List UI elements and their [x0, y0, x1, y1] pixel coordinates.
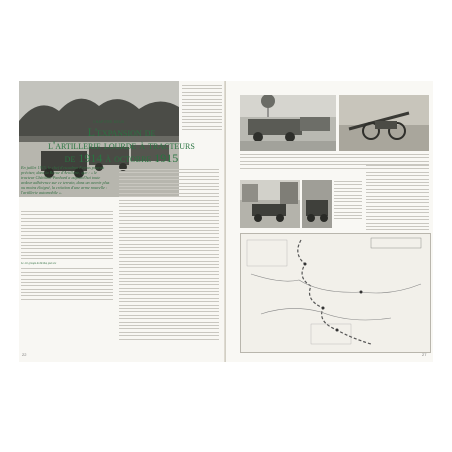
title-line-2: l'artillerie lourde à tracteurs	[48, 138, 195, 152]
intro-paragraph: En juillet 1915, le chef d'escadron Ferrus pouvait préciser, dans la Revue d'Artillerie, que : « le tracteur Châtillon-Panhard a aujourd'hui toute ardeur adhérence sur ce terrain, dans un avenir plus ou moins éloigné, la création d'une arme nouvelle : l'artillerie automobile ».	[21, 165, 110, 196]
car-photo	[240, 180, 300, 228]
left-column-1	[21, 211, 113, 302]
left-page	[19, 81, 226, 362]
right-page	[226, 81, 433, 362]
left-page-number: 22	[22, 352, 27, 357]
book-spread	[19, 81, 433, 362]
left-column-2	[119, 169, 219, 342]
title-line-1: L'expansion de	[87, 125, 156, 139]
chapter-title	[19, 126, 224, 165]
truck-photo	[240, 95, 336, 151]
car-photo-caption	[334, 181, 362, 222]
artillery-gun-photo	[339, 95, 429, 151]
section-heading: Le 1er groupe du 8e RA, puis six	[21, 261, 57, 265]
tractor-photo-small	[302, 180, 332, 228]
title-line-3: de 1914 à octobre 1915	[64, 151, 179, 165]
chapter-label: CHAPITRE DEUX	[93, 120, 125, 124]
front-line-map	[240, 233, 431, 353]
right-page-number: 27	[422, 352, 427, 357]
